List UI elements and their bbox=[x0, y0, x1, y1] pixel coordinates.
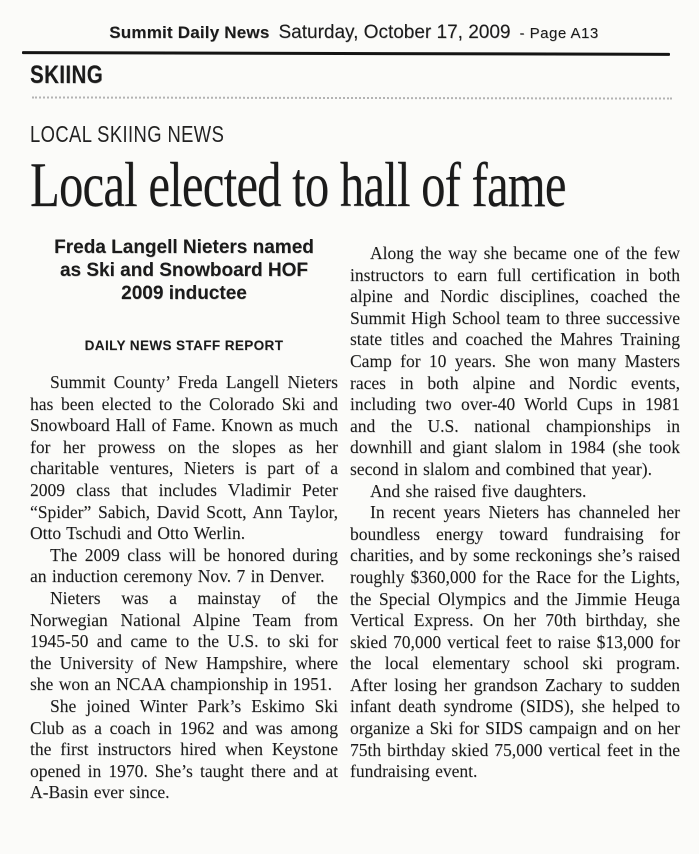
left-column bbox=[30, 236, 338, 804]
article-subhead: Freda Langell Nieters named as Ski and Snowboard HOF 2009 inductee bbox=[54, 237, 314, 304]
section-label: SKIING bbox=[30, 61, 104, 89]
article-paragraph: And she raised five daughters. bbox=[370, 480, 587, 501]
article-headline: Local elected to hall of fame bbox=[30, 149, 566, 220]
masthead bbox=[30, 22, 678, 44]
article-kicker: LOCAL SKIING NEWS bbox=[30, 121, 225, 147]
paper-name: Summit Daily News bbox=[109, 23, 270, 42]
article-paragraph: Along the way she became one of the few instructors to earn full certification in both alpine and Nordic disciplines, coached the Summit High School team to three successive state titles and coached the Mahres Training Camp for 10 years. She won many Masters races in both alpine and Nordic events, including two over-40 World Cups in 1981 and the U.S. national championships in downhill and giant slalom in 1984 (she took second in slalom and combined that year). bbox=[350, 243, 680, 479]
right-column bbox=[350, 236, 680, 804]
article-paragraph: In recent years Nieters has channeled her boundless energy toward fundraising for charities, and by some reckonings she’s raised roughly $360,000 for the Race for the Lights, the Special Olympics and the Jimmie Heuga Vertical Express. On her 70th birthday, she skied 70,000 vertical feet to raise $13,000 for the local elementary school ski program. After losing her grandson Zachary to sudden infant death syndrome (SIDS), she helped to organize a Ski for SIDS campaign and on her 75th birthday skied 75,000 vertical feet in the fundraising event. bbox=[350, 502, 680, 782]
article-paragraph: Summit County’ Freda Langell Nieters has been elected to the Colorado Ski and Snowboard Hall of Fame. Known as much for her prowess on the slopes as her charitable ventures, Nieters is part of a 2009 class that includes Vladimir Peter “Spider” Sabich, David Scott, Ann Taylor, Otto Tschudi and Otto Werlin. bbox=[30, 372, 338, 544]
issue-date: Saturday, October 17, 2009 bbox=[278, 22, 511, 43]
article-paragraph: The 2009 class will be honored during an induction ceremony Nov. 7 in Denver. bbox=[30, 544, 338, 587]
article-columns bbox=[30, 236, 678, 804]
article-byline: DAILY NEWS STAFF REPORT bbox=[84, 338, 284, 353]
article-paragraph: Nieters was a mainstay of the Norwegian National Alpine Team from 1945-50 and came to the U.S. to ski for the University of New Hampshire, where she won an NCAA championship in 1951. bbox=[30, 587, 338, 695]
article-paragraph: She joined Winter Park’s Eskimo Ski Club as a coach in 1962 and was among the first instructors hired when Keystone opened in 1970. She’s taught there and at A-Basin ever since. bbox=[30, 695, 338, 803]
page-number: - Page A13 bbox=[519, 25, 599, 42]
masthead-rule bbox=[22, 51, 670, 56]
left-column-body bbox=[30, 372, 338, 804]
section-dotted-rule bbox=[32, 96, 672, 99]
